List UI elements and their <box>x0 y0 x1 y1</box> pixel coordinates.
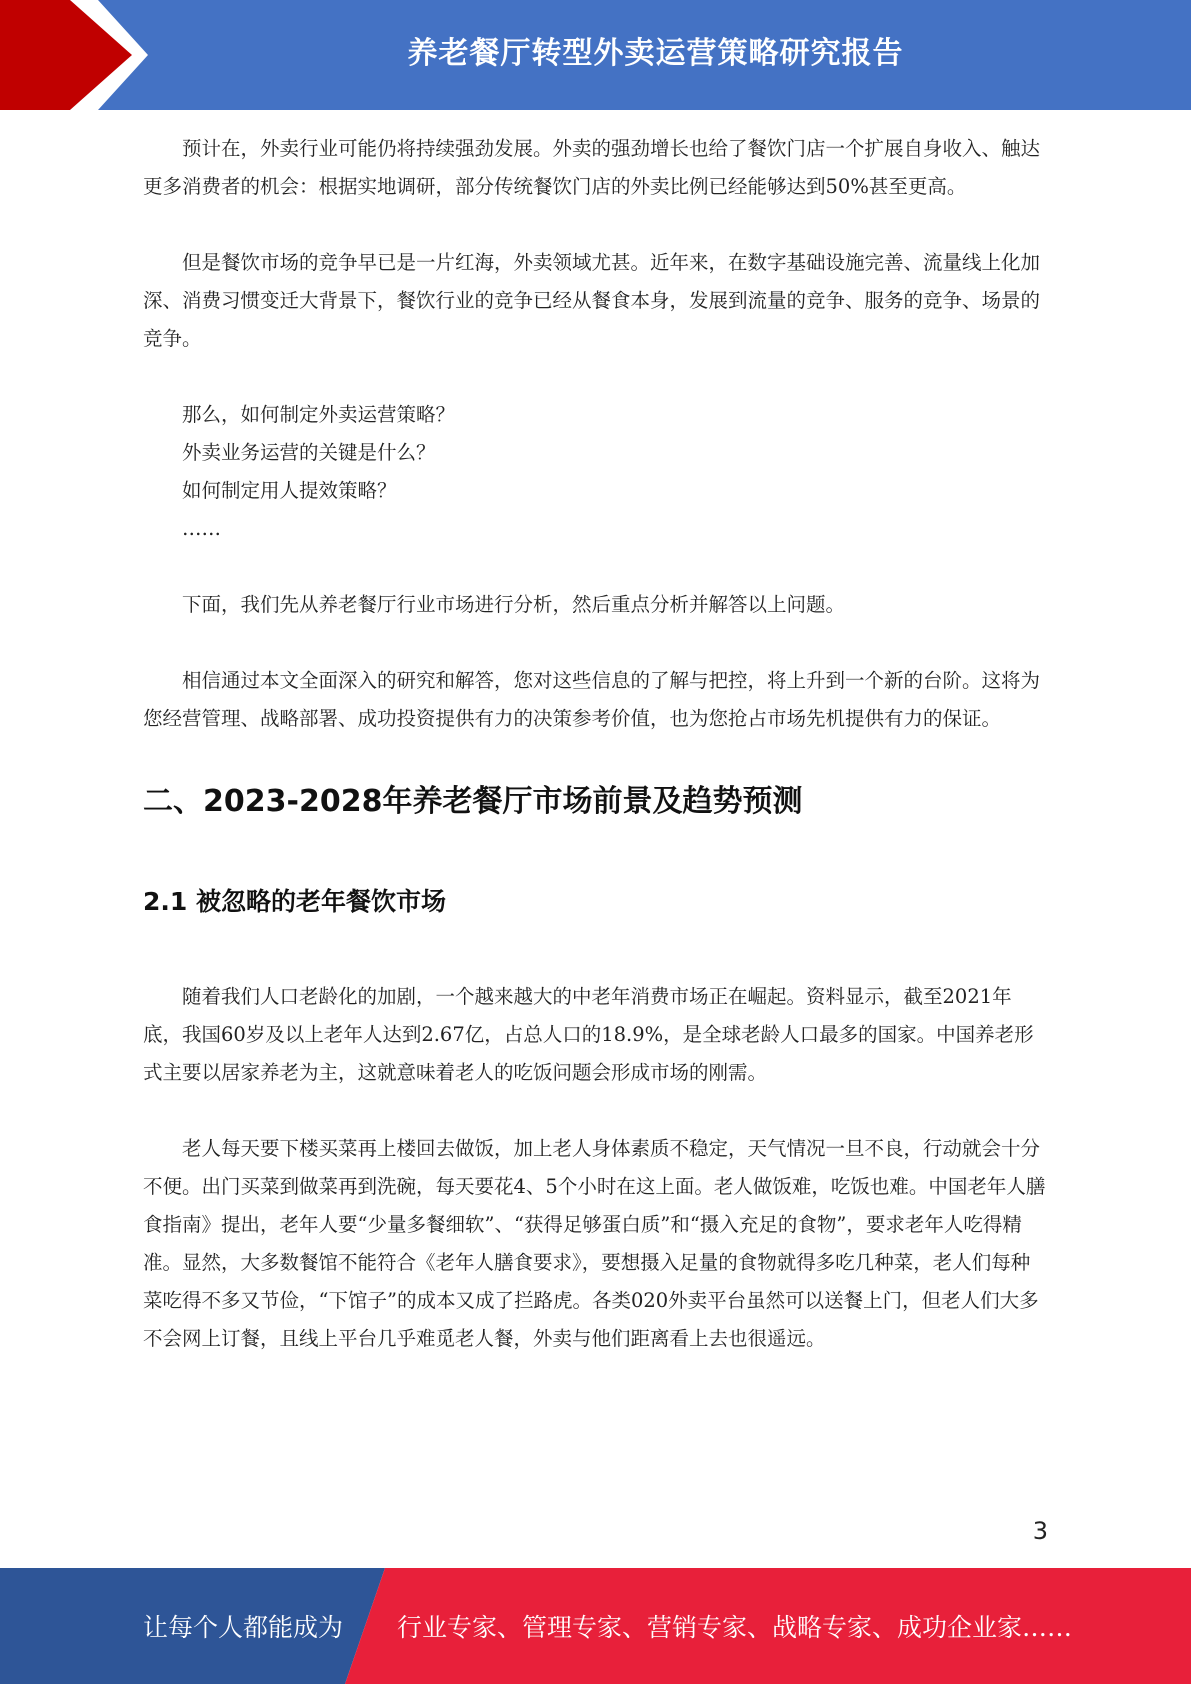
intro-paragraph-2: 但是餐饮市场的竞争早已是一片红海，外卖领域尤甚。近年来，在数字基础设施完善、流量线上化加深、消费习惯变迁大背景下，餐饮行业的竞争已经从餐食本身，发展到流量的竞争、服务的竞争、场景的竞争。 <box>143 251 1041 350</box>
section-2-1-heading: 2.1 被忽略的老年餐饮市场 <box>143 887 446 916</box>
intro-paragraph-3: 下面，我们先从养老餐厅行业市场进行分析，然后重点分析并解答以上问题。 <box>182 593 846 616</box>
question-ellipsis: …… <box>182 517 221 540</box>
footer-slogan-right: 行业专家、管理专家、营销专家、战略专家、成功企业家…… <box>397 1613 1073 1642</box>
footer-slogan-left: 让每个人都能成为 <box>143 1613 344 1642</box>
section-2-heading: 二、2023-2028年养老餐厅市场前景及趋势预测 <box>143 784 803 819</box>
page-footer <box>0 1568 1191 1684</box>
header-title: 养老餐厅转型外卖运营策略研究报告 <box>407 36 904 71</box>
page-header <box>0 0 1191 110</box>
question-3: 如何制定用人提效策略？ <box>182 479 397 502</box>
intro-paragraph-4: 相信通过本文全面深入的研究和解答，您对这些信息的了解与把控，将上升到一个新的台阶。这将为您经营管理、战略部署、成功投资提供有力的决策参考价值，也为您抢占市场先机提供有力的保证。 <box>143 669 1041 730</box>
section-2-1-paragraph-2: 老人每天要下楼买菜再上楼回去做饭，加上老人身体素质不稳定，天气情况一旦不良，行动就会十分不便。出门买菜到做菜再到洗碗，每天要花4、5个小时在这上面。老人做饭难，吃饭也难。中国老年人膳食指南》提出，老年人要“少量多餐细软”、“获得足够蛋白质”和“摄入充足的食物”，要求老年人吃得精准。显然，大多数餐馆不能符合《老年人膳食要求》，要想摄入足量的食物就得多吃几种菜，老人们每种菜吃得不多又节俭，“下馆子”的成本又成了拦路虎。各类020外卖平台虽然可以送餐上门，但老人们大多不会网上订餐，且线上平台几乎难觅老人餐，外卖与他们距离看上去也很遥远。 <box>143 1137 1046 1350</box>
intro-paragraph-1: 预计在，外卖行业可能仍将持续强劲发展。外卖的强劲增长也给了餐饮门店一个扩展自身收入、触达更多消费者的机会：根据实地调研，部分传统餐饮门店的外卖比例已经能够达到50%甚至更高。 <box>143 137 1041 198</box>
question-1: 那么，如何制定外卖运营策略？ <box>182 403 456 426</box>
document-body <box>143 130 1048 1358</box>
page-number: 3 <box>1032 1517 1048 1545</box>
question-2: 外卖业务运营的关键是什么？ <box>182 441 436 464</box>
section-2-1-paragraph-1: 随着我们人口老龄化的加剧，一个越来越大的中老年消费市场正在崛起。资料显示，截至2021年底，我国60岁及以上老年人达到2.67亿，占总人口的18.9%，是全球老龄人口最多的国家。中国养老形式主要以居家养老为主，这就意味着老人的吃饭问题会形成市场的刚需。 <box>143 985 1034 1084</box>
